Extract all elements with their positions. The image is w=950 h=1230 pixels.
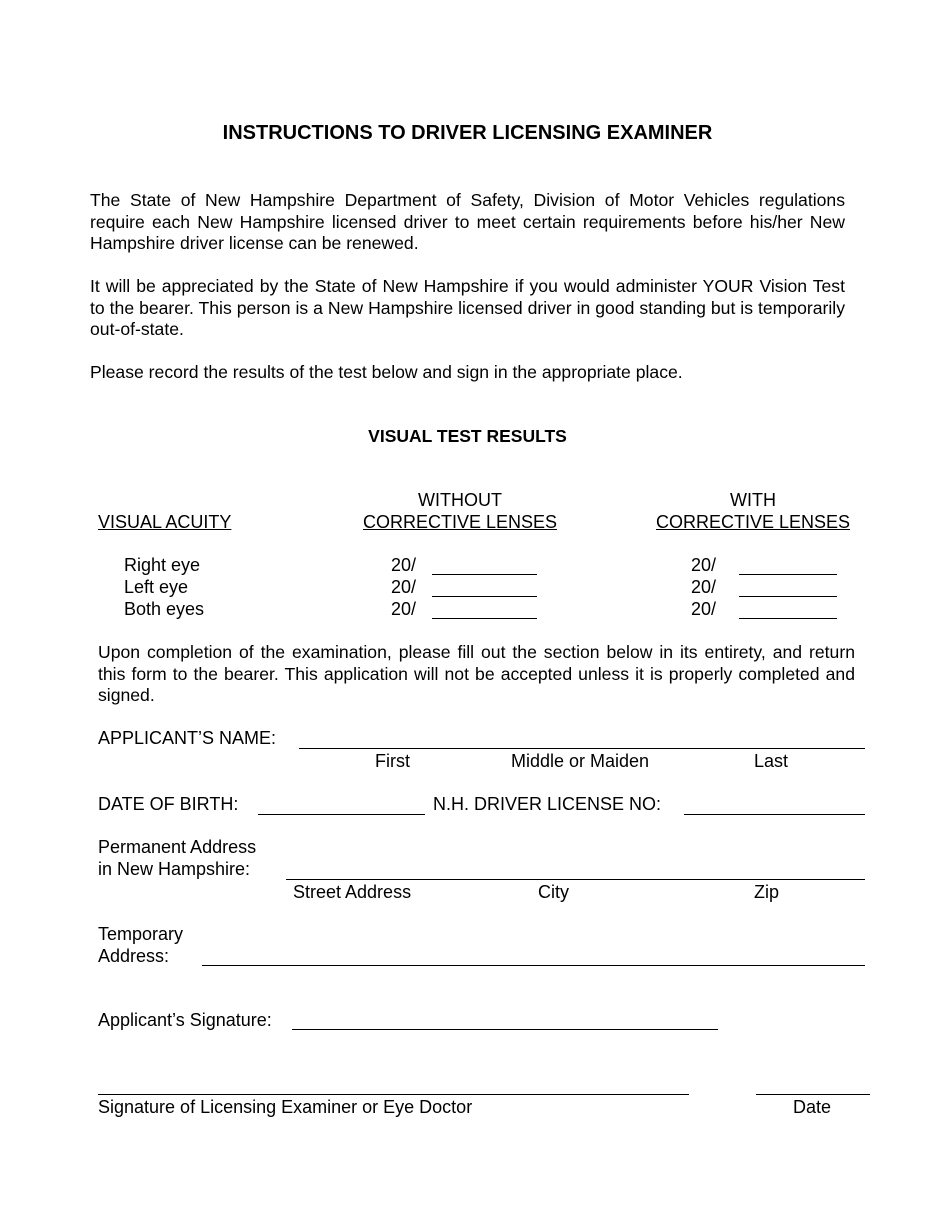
with-prefix-left: 20/ [691, 577, 717, 597]
dob-field[interactable] [258, 814, 425, 815]
visual-acuity-header: VISUAL ACUITY [98, 512, 232, 532]
applicant-signature-field[interactable] [292, 1029, 718, 1030]
temporary-address-field[interactable] [202, 965, 865, 966]
date-field[interactable] [756, 1094, 870, 1095]
name-middle-caption: Middle or Maiden [511, 751, 650, 771]
perm-zip-caption: Zip [754, 882, 780, 902]
with-prefix-both: 20/ [691, 599, 717, 619]
without-header-line2: CORRECTIVE LENSES [362, 512, 558, 532]
intro-paragraph-2: It will be appreciated by the State of New Hampshire if you would administer YOUR Vision Test to the bearer. This person is a New Hampshire licensed driver in good standing but is temporarily out-of-state. [90, 276, 845, 339]
applicant-name-label: APPLICANT’S NAME: [98, 728, 277, 748]
with-header-line1: WITH [730, 490, 776, 510]
temporary-address-label-2: Address: [98, 946, 170, 966]
intro-paragraph-1: The State of New Hampshire Department of Safety, Division of Motor Vehicles regulations require each New Hampshire licensed driver to meet certain requirements before his/her New Hampshire driver license can be renewed. [90, 190, 845, 253]
with-both-eyes-field[interactable] [739, 618, 837, 619]
name-first-caption: First [375, 751, 410, 771]
examiner-signature-caption: Signature of Licensing Examiner or Eye Doctor [98, 1097, 473, 1117]
intro-paragraph-3: Please record the results of the test below and sign in the appropriate place. [90, 362, 683, 382]
perm-city-caption: City [538, 882, 569, 902]
without-right-eye-field[interactable] [432, 574, 537, 575]
eye-label-right: Right eye [124, 555, 201, 575]
applicant-signature-label: Applicant’s Signature: [98, 1010, 272, 1030]
permanent-address-label-2: in New Hampshire: [98, 859, 251, 879]
perm-street-caption: Street Address [293, 882, 412, 902]
completion-note: Upon completion of the examination, please fill out the section below in its entirety, and return this form to the bearer. This application will not be accepted unless it is properly completed and signed. [98, 642, 855, 705]
permanent-address-field[interactable] [286, 879, 865, 880]
eye-label-left: Left eye [124, 577, 189, 597]
with-right-eye-field[interactable] [739, 574, 837, 575]
without-prefix-left: 20/ [391, 577, 417, 597]
without-prefix-both: 20/ [391, 599, 417, 619]
license-no-field[interactable] [684, 814, 865, 815]
name-last-caption: Last [754, 751, 789, 771]
date-caption: Date [793, 1097, 832, 1117]
eye-label-both: Both eyes [124, 599, 205, 619]
permanent-address-label-1: Permanent Address [98, 837, 257, 857]
license-no-label: N.H. DRIVER LICENSE NO: [433, 794, 662, 814]
examiner-signature-field[interactable] [98, 1094, 689, 1095]
page-title: INSTRUCTIONS TO DRIVER LICENSING EXAMINER [222, 122, 713, 144]
with-left-eye-field[interactable] [739, 596, 837, 597]
temporary-address-label-1: Temporary [98, 924, 184, 944]
dob-label: DATE OF BIRTH: [98, 794, 239, 814]
with-prefix-right: 20/ [691, 555, 717, 575]
visual-test-heading: VISUAL TEST RESULTS [368, 426, 567, 446]
without-left-eye-field[interactable] [432, 596, 537, 597]
with-header-line2: CORRECTIVE LENSES [655, 512, 851, 532]
without-header-line1: WITHOUT [418, 490, 502, 510]
without-both-eyes-field[interactable] [432, 618, 537, 619]
without-prefix-right: 20/ [391, 555, 417, 575]
applicant-name-field[interactable] [299, 748, 865, 749]
